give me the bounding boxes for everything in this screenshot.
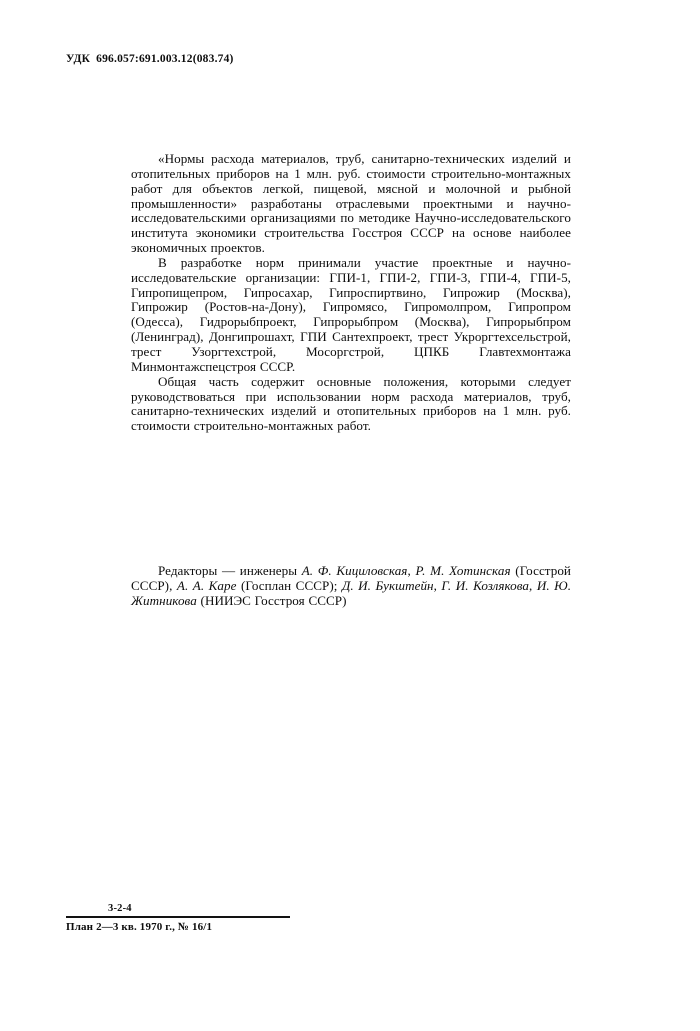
- editor-separator: ,: [169, 577, 177, 593]
- editor-name: А. Ф. Кициловская: [301, 563, 408, 578]
- udc-code: 696.057:691.003.12(083.74): [96, 53, 234, 65]
- editor-name: Р. М. Хотинская: [415, 563, 511, 578]
- body-text-block: [131, 152, 571, 434]
- signature-mark: 3-2-4: [108, 903, 132, 914]
- udc-label: УДК: [66, 53, 91, 65]
- editor-name: Д. И. Букштейн: [341, 577, 434, 593]
- footer-divider: [66, 916, 290, 918]
- body-paragraph-2: В разработке норм принимали участие проектные и научно-исследовательские организации: ГПИ-1, ГПИ-2, ГПИ-3, ГПИ-4, ГПИ-5, Гипропищепром, Гипросахар, Гипроспиртвино, Гипрожир (Москва), Гипрожир (Ростов-на-Дону), Гипромясо, Гипромолпром, Гипропром (Одесса), Гидрорыбпроект, Гипрорыбпром (Москва), Гипрорыбпром (Ленинград), Донгипрошахт, ГПИ Сантехпроект, трест Укроргтехсельстрой, трест Узоргтехстрой, Мосоргстрой, ЦПКБ Главтехмонтажа Минмонтажспецстроя СССР.: [131, 254, 571, 374]
- editor-affiliation: (Госстрой СССР): [131, 563, 571, 593]
- body-paragraph-1: «Нормы расхода материалов, труб, санитарно-технических изделий и отопительных приборов на 1 млн. руб. стоимости строительно-монтажных работ для объектов легкой, пищевой, мясной и молочной и рыбной промышленности» разработаны отраслевыми проектными и научно-исследовательскими организациями по методике Научно-исследовательского института экономики строительства Госстроя СССР на основе наиболее экономичных проектов.: [131, 151, 571, 256]
- editor-affiliation: (Госплан СССР): [236, 577, 334, 593]
- plan-line: План 2—3 кв. 1970 г., № 16/1: [66, 920, 213, 933]
- udc-line: [66, 53, 234, 65]
- editor-separator: ;: [333, 577, 342, 593]
- editor-separator: ,: [433, 577, 442, 593]
- editor-affiliation: (НИИЭС Госстроя СССР): [196, 592, 347, 608]
- editor-separator: ,: [407, 563, 416, 578]
- page-footer: [66, 903, 396, 933]
- editor-name: И. Ю. Житникова: [131, 577, 572, 608]
- editors-block: [131, 564, 571, 609]
- editor-separator: ,: [529, 577, 537, 593]
- editors-lead-in: Редакторы — инженеры: [158, 563, 302, 578]
- editor-name: Г. И. Козлякова: [441, 577, 529, 593]
- editor-name: А. А. Каре: [176, 577, 237, 593]
- editors-paragraph: [131, 564, 571, 609]
- body-paragraph-3: Общая часть содержит основные положения, которыми следует руководствоваться при использовании норм расхода материалов, труб, санитарно-технических изделий и отопительных приборов на 1 млн. руб. стоимости строительно-монтажных работ.: [131, 373, 571, 434]
